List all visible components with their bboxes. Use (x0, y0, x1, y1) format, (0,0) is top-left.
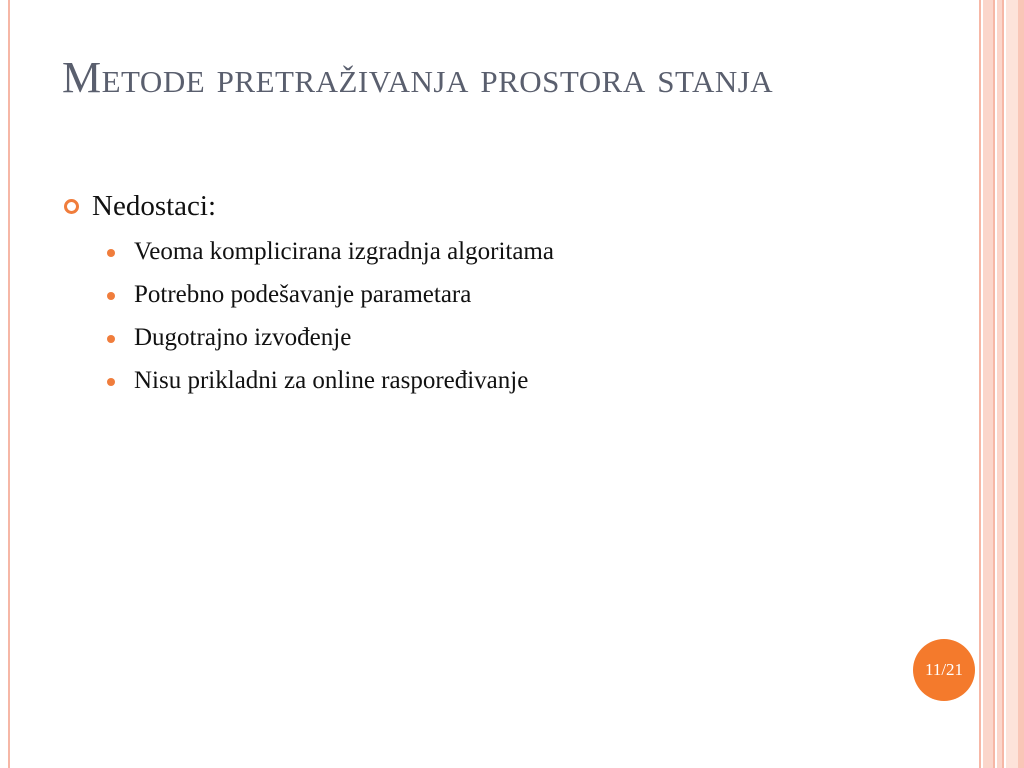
list-item (62, 359, 962, 402)
dot-bullet-icon (107, 249, 115, 257)
sub-bullet-list (62, 230, 962, 402)
right-decor-stripe (1018, 0, 1024, 768)
dot-bullet-icon (107, 378, 115, 386)
right-decor-stripe (1006, 0, 1018, 768)
right-decor-stripe (983, 0, 993, 768)
bullet-label: Nedostaci: (92, 190, 217, 222)
dot-bullet-icon (107, 292, 115, 300)
list-item (62, 316, 962, 359)
list-item-text: Potrebno podešavanje parametara (134, 281, 472, 308)
right-decor-stripe (993, 0, 995, 768)
list-item-text: Nisu prikladni za online raspoređivanje (134, 367, 529, 394)
page-number-badge: 11/21 (913, 639, 975, 701)
right-decor-stripe (979, 0, 981, 768)
bullet-level1 (62, 186, 962, 230)
slide-content (62, 186, 962, 402)
left-border-line (8, 0, 10, 768)
ring-bullet-icon (64, 199, 79, 214)
dot-bullet-icon (107, 335, 115, 343)
list-item (62, 230, 962, 273)
list-item-text: Dugotrajno izvođenje (134, 324, 352, 351)
list-item (62, 273, 962, 316)
slide-title: Metode pretraživanja prostora stanja (62, 53, 774, 102)
right-decor-stripe (1002, 0, 1004, 768)
list-item-text: Veoma komplicirana izgradnja algoritama (134, 238, 554, 265)
